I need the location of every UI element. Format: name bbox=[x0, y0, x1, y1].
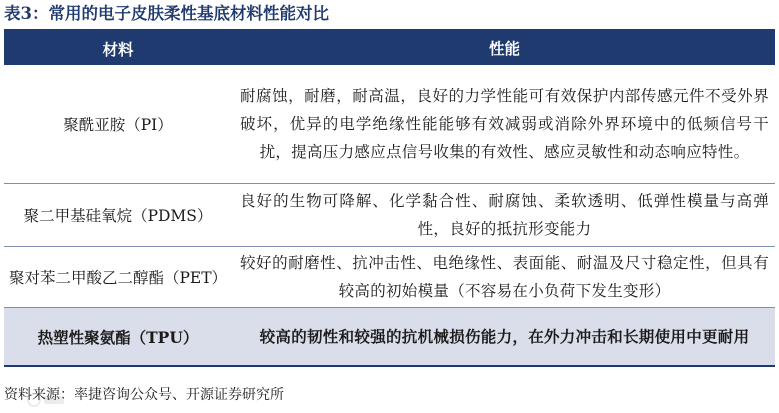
comparison-table bbox=[4, 29, 775, 367]
table-header-row bbox=[4, 32, 775, 65]
property-cell bbox=[232, 247, 775, 307]
table-row bbox=[4, 65, 775, 184]
property-cell bbox=[232, 65, 775, 183]
table-title: 表3：常用的电子皮肤柔性基底材料性能对比 bbox=[4, 4, 329, 23]
table-row bbox=[4, 184, 775, 247]
table-row bbox=[4, 247, 775, 308]
material-cell: 聚二甲基硅氧烷（PDMS） bbox=[23, 207, 213, 225]
watermark-icon bbox=[26, 392, 66, 408]
material-cell: 热塑性聚氨酯（TPU） bbox=[37, 327, 199, 347]
header-material: 材料 bbox=[102, 39, 134, 59]
property-text: 较好的耐磨性、抗冲击性、电绝缘性、表面能、耐温及尺寸稳定性，但具有较高的初始模量（不容易在小负荷下发生变形） bbox=[240, 254, 769, 300]
property-text: 耐腐蚀，耐磨，耐高温，良好的力学性能可有效保护内部传感元件不受外界破坏，优异的电学绝缘性能能够有效减弱或消除外界环境中的低频信号干扰，提高压力感应点信号收集的有效性、感应灵敏性和动态响应特性。 bbox=[240, 87, 769, 161]
source-note: 资料来源：率捷咨询公众号、开源证券研究所 bbox=[4, 387, 284, 403]
material-cell: 聚对苯二甲酸乙二醇酯（PET） bbox=[8, 269, 228, 287]
table-row-highlighted bbox=[4, 308, 775, 367]
property-text: 良好的生物可降解、化学黏合性、耐腐蚀、柔软透明、低弹性模量与高弹性，良好的抵抗形变能力 bbox=[240, 192, 769, 238]
property-cell bbox=[232, 184, 775, 246]
header-property: 性能 bbox=[488, 38, 520, 58]
material-cell: 聚酰亚胺（PI） bbox=[63, 116, 173, 134]
property-text: 较高的韧性和较强的抗机械损伤能力，在外力冲击和长期使用中更耐用 bbox=[259, 326, 750, 346]
property-cell bbox=[232, 308, 775, 365]
